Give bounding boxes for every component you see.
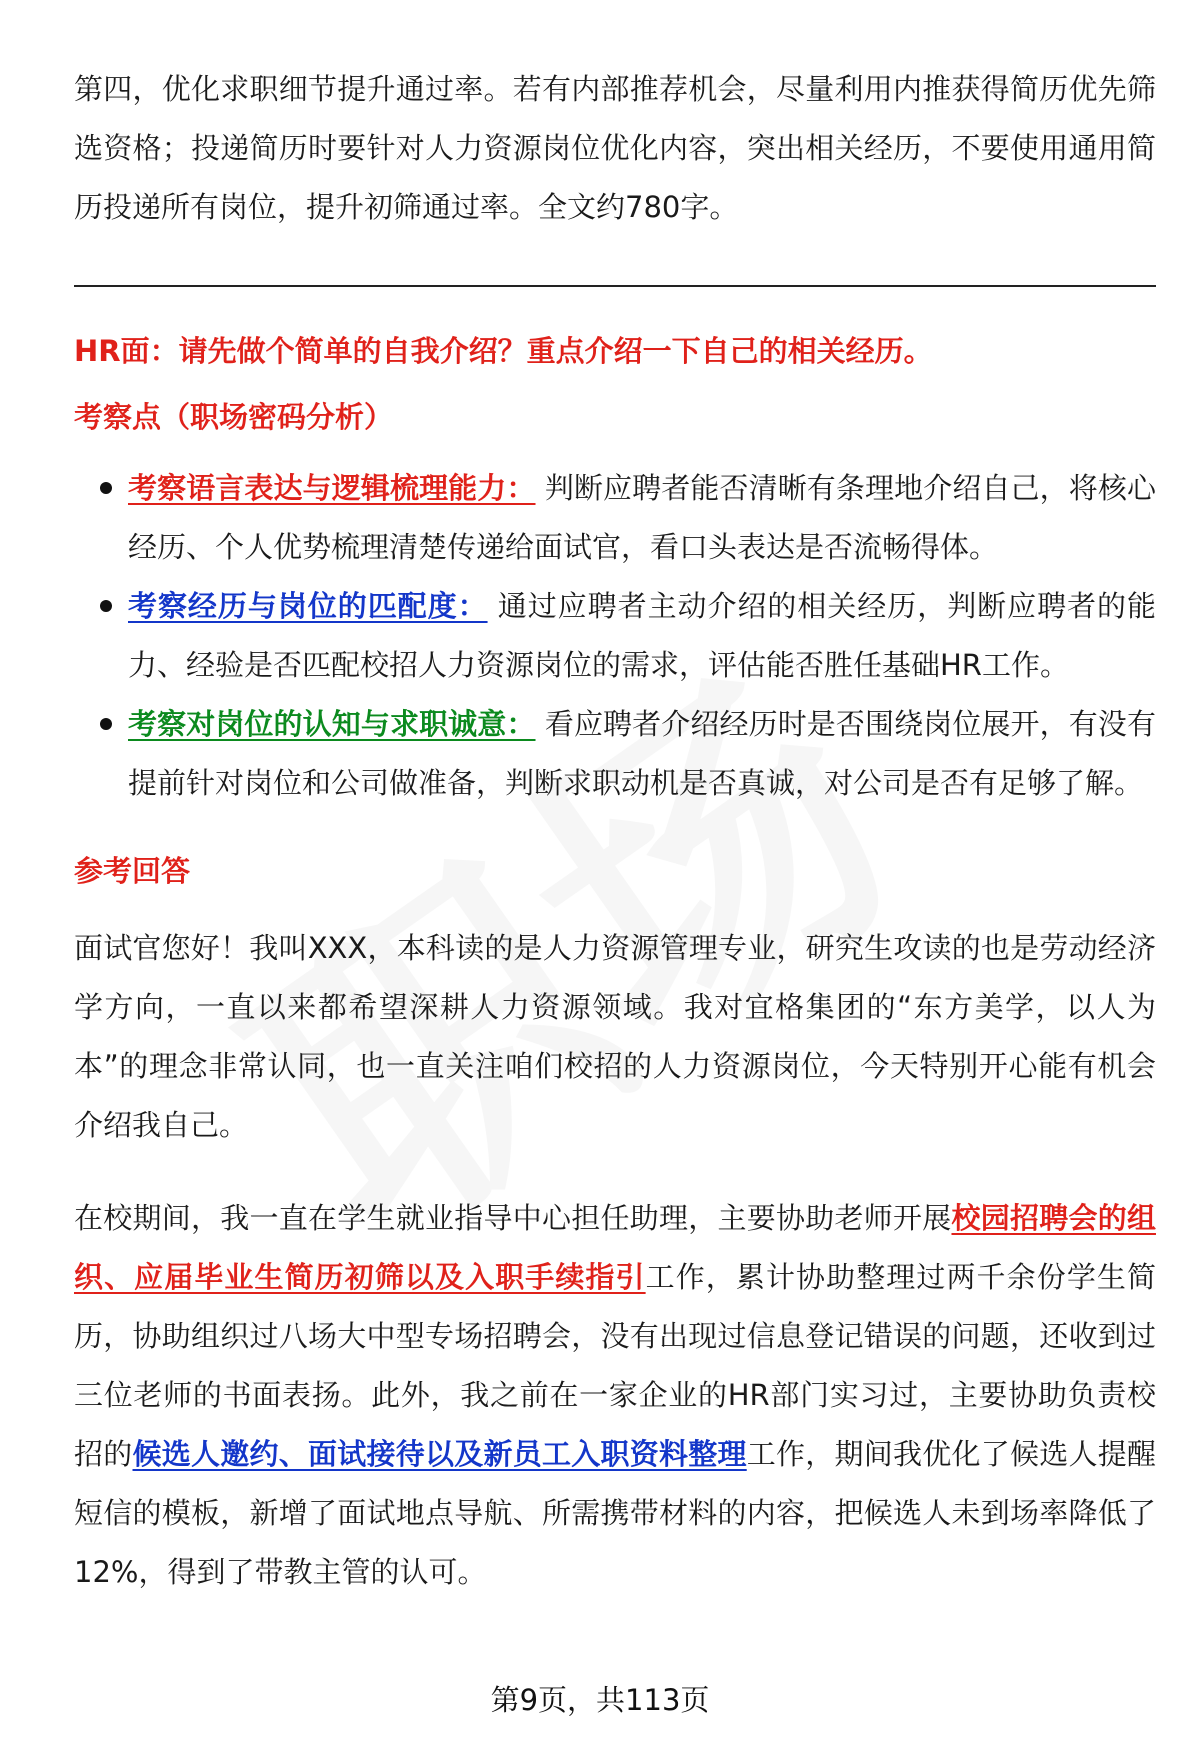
point-text: 通过应聘者主动介绍的相关经历，判断应聘者的能力、经验是否匹配校招人力资源岗位的需求，评估能否胜任基础HR工作。 <box>128 589 1156 682</box>
intro-paragraph: 第四，优化求职细节提升通过率。若有内部推荐机会，尽量利用内推获得简历优先筛选资格；投递简历时要针对人力资源岗位优化内容，突出相关经历，不要使用通用简历投递所有岗位，提升初筛通过率。全文约780字。 <box>74 72 1156 224</box>
analysis-point-1 <box>74 459 1156 577</box>
page-number: 第9页，共113页 <box>490 1683 710 1717</box>
point-text: 判断应聘者能否清晰有条理地介绍自己，将核心经历、个人优势梳理清楚传递给面试官，看口头表达是否流畅得体。 <box>128 471 1156 564</box>
point-text: 看应聘者介绍经历时是否围绕岗位展开，有没有提前针对岗位和公司做准备，判断求职动机是否真诚，对公司是否有足够了解。 <box>128 707 1156 800</box>
highlight-red: 校园招聘会的组织、应届毕业生简历初筛以及入职手续指引 <box>74 1201 1156 1294</box>
point-label: 考察语言表达与逻辑梳理能力： <box>128 471 536 505</box>
bullet-icon <box>100 718 112 730</box>
answer-text: 工作，累计协助整理过两千余份学生简历，协助组织过八场大中型专场招聘会，没有出现过信息登记错误的问题，还收到过三位老师的书面表扬。此外，我之前在一家企业的HR部门实习过，主要协助负责校招的 <box>74 1260 1156 1471</box>
answer-heading: 参考回答 <box>74 854 191 888</box>
highlight-blue: 候选人邀约、面试接待以及新员工入职资料整理 <box>132 1437 747 1471</box>
answer-paragraph-1: 面试官您好！我叫XXX，本科读的是人力资源管理专业，研究生攻读的也是劳动经济学方向，一直以来都希望深耕人力资源领域。我对宜格集团的“东方美学，以人为本”的理念非常认同，也一直关注咱们校招的人力资源岗位，今天特别开心能有机会介绍我自己。 <box>74 931 1156 1142</box>
document-page <box>74 60 1156 1602</box>
question-title: HR面：请先做个简单的自我介绍？重点介绍一下自己的相关经历。 <box>74 334 933 368</box>
analysis-point-2 <box>74 577 1156 695</box>
answer-paragraph-2 <box>74 1189 1156 1602</box>
bullet-icon <box>100 600 112 612</box>
point-label: 考察经历与岗位的匹配度： <box>128 589 488 623</box>
analysis-heading: 考察点（职场密码分析） <box>74 400 394 434</box>
answer-text: 工作，期间我优化了候选人提醒短信的模板，新增了面试地点导航、所需携带材料的内容，把候选人未到场率降低了12%，得到了带教主管的认可。 <box>74 1437 1156 1589</box>
bullet-icon <box>100 482 112 494</box>
section-divider <box>74 285 1156 287</box>
analysis-point-3 <box>74 695 1156 813</box>
answer-text: 在校期间，我一直在学生就业指导中心担任助理，主要协助老师开展 <box>74 1201 952 1235</box>
point-label: 考察对岗位的认知与求职诚意： <box>128 707 536 741</box>
analysis-points <box>74 459 1156 813</box>
